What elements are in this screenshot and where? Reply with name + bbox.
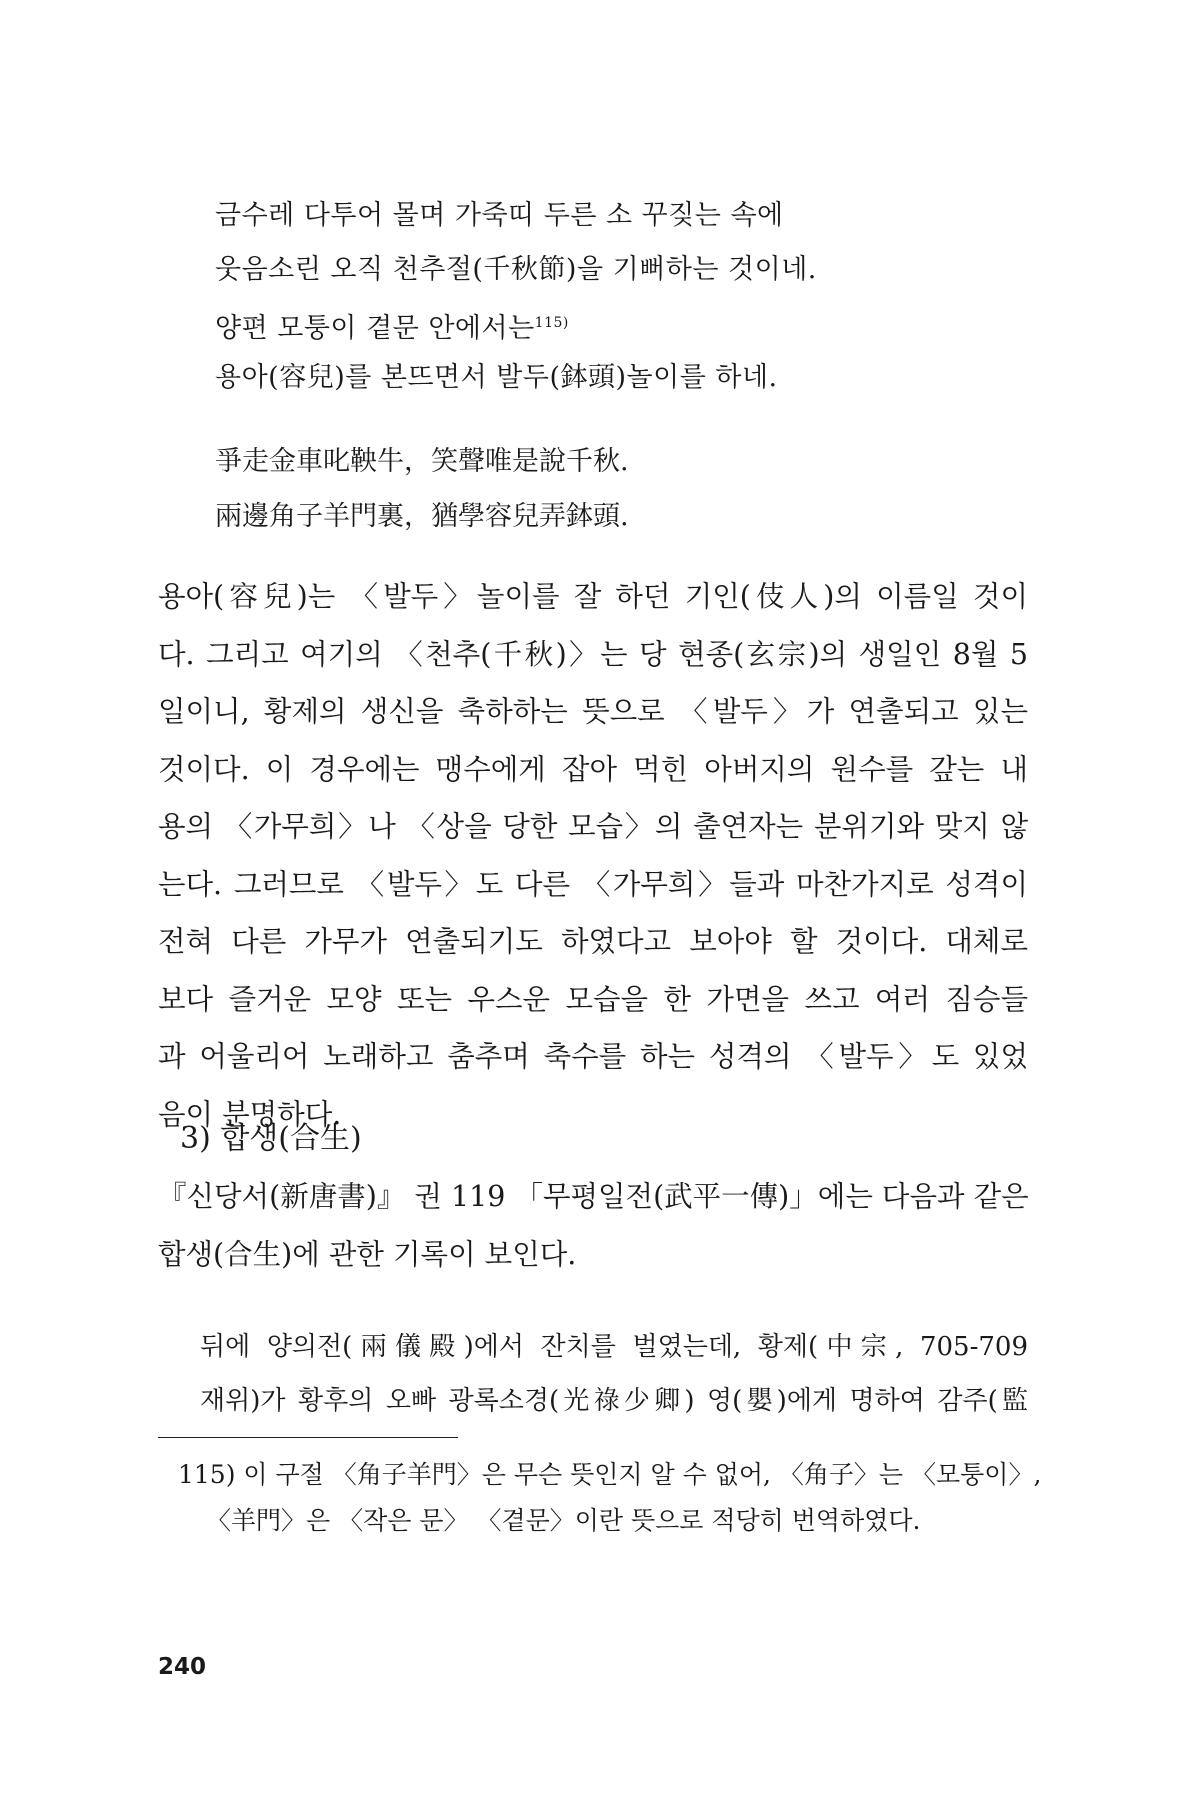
quote-line: 재위)가 황후의 오빠 광록소경(光祿少卿) 영(嬰)에게 명하여 감주(監 <box>200 1386 1028 1416</box>
poem-line: 웃음소린 오직 천추절(千秋節)을 기뻐하는 것이네. <box>215 254 817 285</box>
quote-line: 뒤에 양의전(兩儀殿)에서 잔치를 벌였는데, 황제(中宗, 705-709 <box>200 1332 1028 1362</box>
section-heading: 3) 합생(合生) <box>180 1121 362 1156</box>
page-number: 240 <box>158 1654 207 1680</box>
poem-line-with-footnote <box>215 310 1065 344</box>
footnote-115 <box>178 1460 1042 1554</box>
body-paragraph <box>158 582 1028 1157</box>
poem-line-text: 양편 모퉁이 곁문 안에서는 <box>215 313 535 344</box>
footnote-reference: 115) <box>534 315 569 331</box>
paragraph-line: 일이니, 황제의 생신을 축하하는 뜻으로 〈발두〉가 연출되고 있는 <box>158 695 1028 728</box>
paragraph-line: 용의 〈가무희〉나 〈상을 당한 모습〉의 출연자는 분위기와 맞지 않 <box>158 810 1028 843</box>
hanzi-line: 爭走金車叱鞅牛，笑聲唯是說千秋. <box>215 446 629 477</box>
hanzi-line: 兩邊角子羊門裏，猶學容兒弄鉢頭. <box>215 501 629 532</box>
footnote-divider <box>158 1437 458 1438</box>
paragraph-line: 보다 즐거운 모양 또는 우스운 모습을 한 가면을 쓰고 여러 짐승들 <box>158 982 1028 1016</box>
reference-paragraph <box>158 1182 1028 1297</box>
footnote-line: 〈羊門〉은 〈작은 문〉 〈곁문〉이란 뜻으로 적당히 번역하였다. <box>206 1506 921 1535</box>
paragraph-line: 다. 그리고 여기의 〈천추(千秋)〉는 당 현종(玄宗)의 생일인 8월 5 <box>158 637 1028 671</box>
paragraph-line: 것이다. 이 경우에는 맹수에게 잡아 먹힌 아버지의 원수를 갚는 내 <box>158 752 1028 786</box>
paragraph-line: 합생(合生)에 관한 기록이 보인다. <box>158 1237 577 1271</box>
paragraph-line: 음이 분명하다. <box>158 1097 342 1131</box>
paragraph-line: 전혀 다른 가무가 연출되기도 하였다고 보아야 할 것이다. 대체로 <box>158 925 1028 958</box>
paragraph-line: 『신당서(新唐書)』 권 119 「무평일전(武平一傳)」에는 다음과 같은 <box>158 1180 1029 1213</box>
paragraph-line: 는다. 그러므로 〈발두〉도 다른 〈가무희〉들과 마찬가지로 성격이 <box>158 867 1028 901</box>
poem-line: 금수레 다투어 몰며 가죽띠 두른 소 꾸짖는 속에 <box>215 200 784 231</box>
poem-line: 용아(容兒)를 본뜨면서 발두(鉢頭)놀이를 하네. <box>215 362 778 393</box>
paragraph-line: 용아(容兒)는 〈발두〉놀이를 잘 하던 기인(伎人)의 이름일 것이 <box>158 580 1028 613</box>
paragraph-line: 과 어울리어 노래하고 춤추며 축수를 하는 성격의 〈발두〉도 있었 <box>158 1040 1028 1073</box>
footnote-line: 115) 이 구절 〈角子羊門〉은 무슨 뜻인지 알 수 없어, 〈角子〉는 〈모퉁이〉, <box>178 1460 1042 1489</box>
block-quote <box>200 1334 1028 1442</box>
korean-poem <box>215 202 1065 418</box>
chinese-original-poem <box>215 448 1065 558</box>
